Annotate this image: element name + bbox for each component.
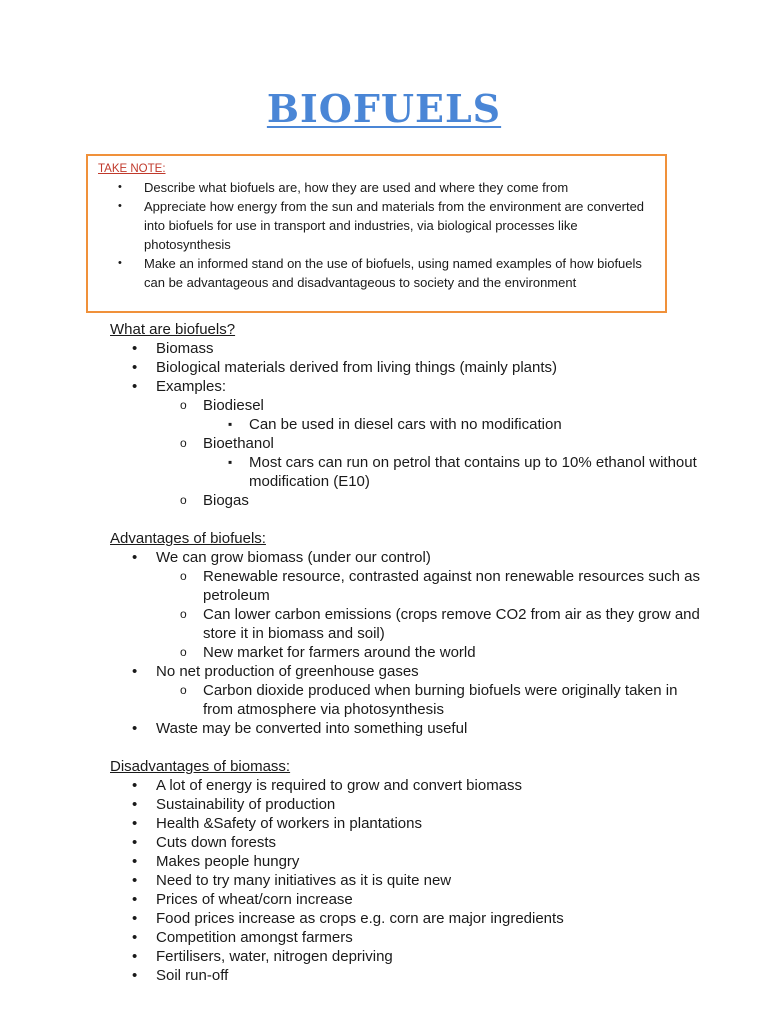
bullet-icon: •: [118, 181, 122, 193]
list-item: [110, 377, 710, 396]
circle-bullet-icon: o: [180, 398, 187, 412]
list-item: [110, 643, 710, 662]
section-what-are-biofuels: [110, 320, 710, 510]
list-item-text: Makes people hungry: [156, 853, 300, 870]
bullet-icon: •: [118, 257, 122, 269]
bullet-icon: •: [132, 967, 138, 984]
list-item-text: Biodiesel: [203, 397, 264, 414]
bullet-icon: •: [132, 891, 138, 908]
list-item: [110, 795, 710, 814]
list-item-text: Biological materials derived from living things (mainly plants): [156, 359, 557, 376]
list-item-text: Renewable resource, contrasted against non renewable resources such as petroleum: [203, 568, 700, 604]
square-bullet-icon: ▪: [228, 455, 233, 469]
list-item-text: Examples:: [156, 378, 227, 395]
page-title-text: BIOFUELS: [266, 86, 502, 131]
section-heading: Advantages of biofuels:: [110, 530, 266, 547]
section-advantages: [110, 529, 710, 738]
list-item-text: Biomass: [156, 340, 214, 357]
list-item: [110, 415, 710, 434]
document-body: [110, 320, 710, 1004]
bullet-icon: •: [132, 872, 138, 889]
circle-bullet-icon: o: [180, 569, 187, 583]
list-item: [110, 852, 710, 871]
list-item: [110, 681, 710, 719]
list-item-text: Competition amongst farmers: [156, 929, 353, 946]
list-item: [110, 491, 710, 510]
bullet-icon: •: [132, 853, 138, 870]
list-item-text: A lot of energy is required to grow and convert biomass: [156, 777, 523, 794]
list-item-text: Fertilisers, water, nitrogen depriving: [156, 948, 393, 965]
list-item-text: Carbon dioxide produced when burning biofuels were originally taken in from atmosphere via photosynthesis: [203, 682, 678, 718]
list-item-text: Can be used in diesel cars with no modification: [249, 416, 562, 433]
list-item-text: Can lower carbon emissions (crops remove CO2 from air as they grow and store it in biomass and soil): [203, 606, 700, 642]
section-heading: Disadvantages of biomass:: [110, 758, 291, 775]
list-item: [110, 719, 710, 738]
list-item: [110, 871, 710, 890]
take-note-text: Appreciate how energy from the sun and materials from the environment are converted into biofuels for use in transport and industries, via biological processes like photosynthesis: [144, 199, 645, 252]
circle-bullet-icon: o: [180, 607, 187, 621]
list-item: [110, 947, 710, 966]
take-note-text: Make an informed stand on the use of biofuels, using named examples of how biofuels can be advantageous and disadvantageous to society and the environment: [144, 256, 642, 290]
section-heading: What are biofuels?: [110, 321, 236, 338]
list-item: [110, 890, 710, 909]
list-item-text: Waste may be converted into something useful: [156, 720, 468, 737]
square-bullet-icon: ▪: [228, 417, 233, 431]
list-item: [110, 605, 710, 643]
take-note-text: Describe what biofuels are, how they are used and where they come from: [144, 180, 569, 195]
list-item: [110, 567, 710, 605]
take-note-item: [98, 197, 655, 254]
list-item-text: No net production of greenhouse gases: [156, 663, 419, 680]
list-item-text: Need to try many initiatives as it is quite new: [156, 872, 452, 889]
list-item-text: Health &Safety of workers in plantations: [156, 815, 422, 832]
list-item-text: Food prices increase as crops e.g. corn are major ingredients: [156, 910, 564, 927]
list-item: [110, 909, 710, 928]
list-item: [110, 453, 710, 491]
take-note-box: [86, 154, 667, 313]
bullet-icon: •: [132, 777, 138, 794]
list-item-text: Prices of wheat/corn increase: [156, 891, 353, 908]
list-item: [110, 662, 710, 681]
list-item-text: New market for farmers around the world: [203, 644, 476, 661]
list-item: [110, 928, 710, 947]
bullet-icon: •: [118, 200, 122, 212]
circle-bullet-icon: o: [180, 645, 187, 659]
list-item-text: Most cars can run on petrol that contains up to 10% ethanol without modification (E10): [249, 454, 697, 490]
list-item: [110, 434, 710, 453]
list-item: [110, 814, 710, 833]
list-item-text: We can grow biomass (under our control): [156, 549, 431, 566]
list-item: [110, 966, 710, 985]
list-item: [110, 776, 710, 795]
list-item: [110, 339, 710, 358]
bullet-icon: •: [132, 549, 138, 566]
bullet-icon: •: [132, 910, 138, 927]
list-item-text: Sustainability of production: [156, 796, 336, 813]
bullet-icon: •: [132, 720, 138, 737]
bullet-icon: •: [132, 663, 138, 680]
list-item: [110, 358, 710, 377]
take-note-item: [98, 178, 655, 197]
circle-bullet-icon: o: [180, 436, 187, 450]
list-item-text: Bioethanol: [203, 435, 274, 452]
bullet-icon: •: [132, 359, 138, 376]
list-item-text: Cuts down forests: [156, 834, 277, 851]
bullet-icon: •: [132, 834, 138, 851]
bullet-icon: •: [132, 948, 138, 965]
bullet-icon: •: [132, 929, 138, 946]
bullet-icon: •: [132, 815, 138, 832]
bullet-icon: •: [132, 796, 138, 813]
list-item: [110, 833, 710, 852]
circle-bullet-icon: o: [180, 683, 187, 697]
take-note-item: [98, 254, 655, 292]
list-item-text: Biogas: [203, 492, 249, 509]
bullet-icon: •: [132, 340, 138, 357]
list-item: [110, 396, 710, 415]
page-title: [0, 86, 768, 131]
section-disadvantages: [110, 757, 710, 985]
bullet-icon: •: [132, 378, 138, 395]
take-note-label: TAKE NOTE:: [98, 163, 166, 175]
take-note-list: [98, 178, 655, 292]
list-item: [110, 548, 710, 567]
list-item-text: Soil run-off: [156, 967, 229, 984]
circle-bullet-icon: o: [180, 493, 187, 507]
